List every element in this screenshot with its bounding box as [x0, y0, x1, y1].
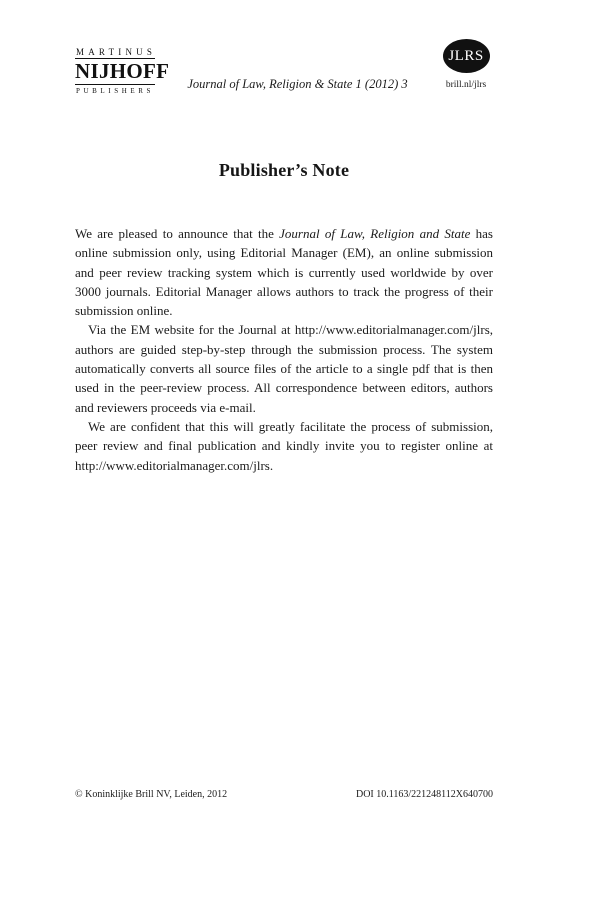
paragraph-3: We are confident that this will greatly facilitate the process of submission, peer review and final publication and kindly invite you to register online at http://www.editorialmanager.com/jlrs. [75, 418, 493, 473]
page-title: Publisher’s Note [218, 160, 350, 180]
copyright-notice: © Koninklijke Brill NV, Leiden, 2012 [75, 789, 228, 800]
doi-label: DOI 10.1163/221248112X640700 [355, 789, 493, 800]
jlrs-logo-icon [443, 39, 490, 73]
journal-name-italic: Journal of Law, Religion and State [279, 226, 471, 241]
jlrs-monogram: JLRS [448, 47, 484, 64]
paragraph-1-text: has online submission only, using Editorial Manager (EM), an online submission and peer review tracking system which is currently used worldwide by over 3000 journals. Editorial Manager allows authors to track the progress of their submission online. [75, 226, 493, 319]
page-footer [75, 789, 493, 800]
paragraph-1-text: We are pleased to announce that the [75, 226, 280, 241]
journal-citation: Journal of Law, Religion & State 1 (2012) 3 [187, 77, 408, 91]
publisher-logo-name: NIJHOFF [75, 59, 170, 83]
martinus-nijhoff-logo [75, 47, 170, 95]
jlrs-brand-block [440, 39, 492, 90]
logo-rule [75, 84, 155, 85]
publisher-logo-bottom-label: PUBLISHERS [76, 87, 155, 95]
article-body [75, 224, 493, 475]
publisher-logo-top-label: MARTINUS [76, 47, 157, 57]
paragraph-2: Via the EM website for the Journal at http://www.editorialmanager.com/jlrs, authors are guided step-by-step through the submission process. The system automatically converts all source files of the article to a single pdf that is then used in the peer-review process. All correspondence between editors, authors and reviewers proceeds via e-mail. [75, 322, 493, 415]
paragraph-1 [75, 224, 493, 320]
brand-url: brill.nl/jlrs [445, 80, 487, 90]
